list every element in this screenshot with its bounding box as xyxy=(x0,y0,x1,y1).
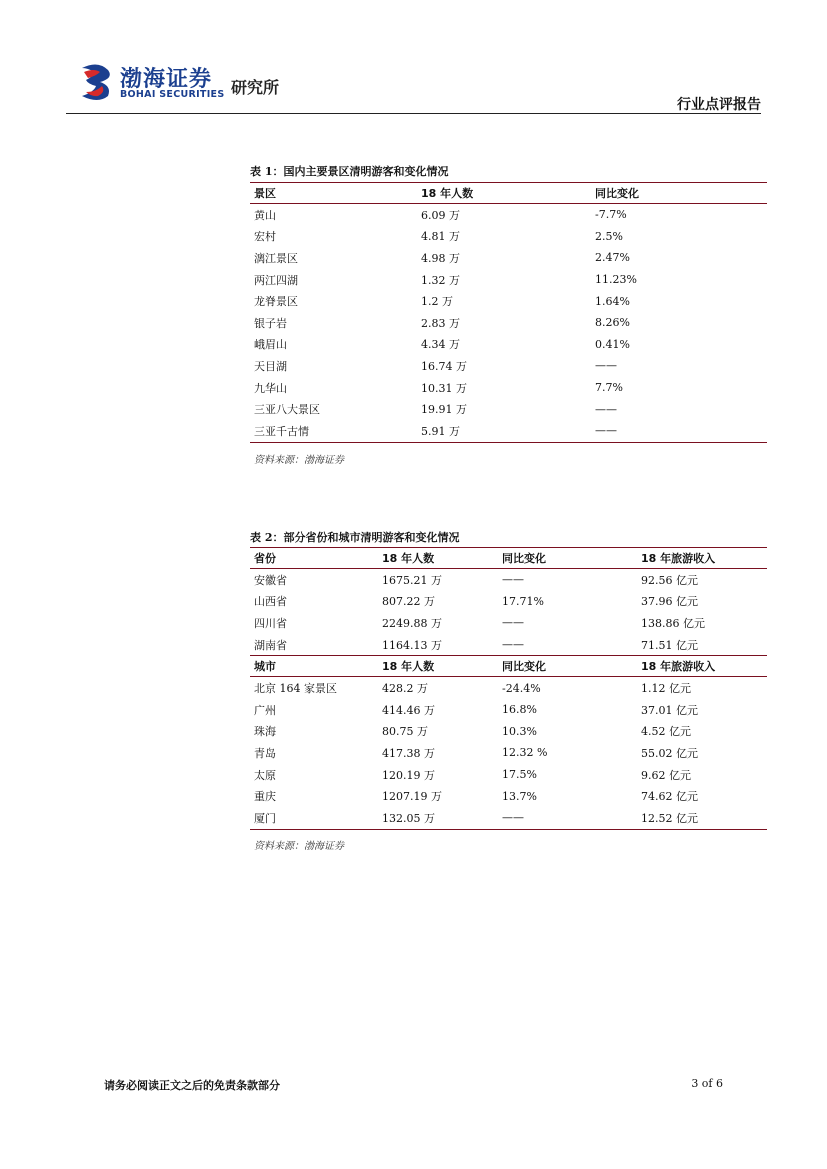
table-cell: 16.8% xyxy=(502,703,537,717)
institute-label: 研究所 xyxy=(231,78,280,97)
table-cell: —— xyxy=(502,573,524,587)
table-cell: 珠海 xyxy=(254,725,276,739)
table1-header-yoy: 同比变化 xyxy=(591,183,767,204)
table-row xyxy=(250,355,767,377)
table-cell: 10.31 万 xyxy=(421,381,467,395)
table-cell: 峨眉山 xyxy=(254,338,287,352)
table-cell: 湖南省 xyxy=(254,638,287,652)
table-cell: 19.91 万 xyxy=(421,403,467,417)
table-row xyxy=(250,226,767,248)
table-cell: 1.2 万 xyxy=(421,295,453,309)
table2-city-header-row xyxy=(250,656,767,677)
table2-title: 表 2：部分省份和城市清明游客和变化情况 xyxy=(250,531,460,544)
table-row xyxy=(250,569,767,591)
table-cell: 1.32 万 xyxy=(421,273,460,287)
table-cell: 120.19 万 xyxy=(382,768,435,782)
table-cell: 16.74 万 xyxy=(421,359,467,373)
table-row xyxy=(250,764,767,786)
table2-header-city-revenue: 18 年旅游收入 xyxy=(637,656,767,677)
table-cell: 17.5% xyxy=(502,768,537,782)
table-cell: 银子岩 xyxy=(254,316,287,330)
table1-title: 表 1：国内主要景区清明游客和变化情况 xyxy=(250,165,449,178)
table-cell: 80.75 万 xyxy=(382,725,428,739)
table-cell: 9.62 亿元 xyxy=(641,768,691,782)
table-cell: 2249.88 万 xyxy=(382,616,442,630)
table-cell: 7.7% xyxy=(595,381,623,395)
table-cell: 三亚千古情 xyxy=(250,420,417,442)
table-cell: 138.86 亿元 xyxy=(641,616,705,630)
table-row xyxy=(250,699,767,721)
table-row xyxy=(250,247,767,269)
table-row xyxy=(250,785,767,807)
table-cell: -24.4% xyxy=(502,681,541,695)
table1-header-scenic: 景区 xyxy=(250,183,417,204)
table2-header-visitors: 18 年人数 xyxy=(378,548,498,569)
table-cell: -7.7% xyxy=(595,208,627,222)
table2 xyxy=(250,547,767,830)
table-cell: 74.62 亿元 xyxy=(641,790,698,804)
table-cell: 北京 164 家景区 xyxy=(254,682,337,696)
table-cell: 漓江景区 xyxy=(254,251,298,265)
table-row xyxy=(250,634,767,656)
table-row xyxy=(250,742,767,764)
table-cell: 0.41% xyxy=(595,337,630,351)
table-row xyxy=(250,612,767,634)
table-row xyxy=(250,269,767,291)
table-cell: 17.71% xyxy=(502,594,544,608)
table-cell: 8.26% xyxy=(595,316,630,330)
table-cell: 4.81 万 xyxy=(421,230,460,244)
table-cell: 12.32 % xyxy=(502,746,548,760)
table-cell: 11.23% xyxy=(595,273,637,287)
brand-name-en: BOHAI SECURITIES xyxy=(120,89,225,100)
table-cell: 37.96 亿元 xyxy=(641,595,698,609)
table-cell: 重庆 xyxy=(254,790,276,804)
table-cell: —— xyxy=(502,638,524,652)
table-cell: 55.02 亿元 xyxy=(641,746,698,760)
table-row xyxy=(250,398,767,420)
table-cell: 132.05 万 xyxy=(378,807,498,829)
table-cell: 807.22 万 xyxy=(382,595,435,609)
table-cell: 71.51 亿元 xyxy=(641,638,698,652)
table-cell: 山西省 xyxy=(254,595,287,609)
table-cell: 5.91 万 xyxy=(417,420,591,442)
table-cell: 黄山 xyxy=(254,208,276,222)
table-row xyxy=(250,312,767,334)
table2-header-city-visitors: 18 年人数 xyxy=(378,656,498,677)
table-cell: 428.2 万 xyxy=(382,682,428,696)
table-row xyxy=(250,677,767,699)
table-cell: 安徽省 xyxy=(254,573,287,587)
table-cell: —— xyxy=(595,359,617,373)
table-cell: 13.7% xyxy=(502,789,537,803)
table-cell: 1.12 亿元 xyxy=(641,682,691,696)
table2-header-province: 省份 xyxy=(250,548,378,569)
table-cell: 10.3% xyxy=(502,724,537,738)
table-cell: 92.56 亿元 xyxy=(641,573,698,587)
report-type: 行业点评报告 xyxy=(677,97,761,113)
table-cell: 4.98 万 xyxy=(421,251,460,265)
table-cell: 龙脊景区 xyxy=(254,295,298,309)
table-row xyxy=(250,591,767,613)
table-cell: 九华山 xyxy=(254,381,287,395)
bohai-logo-icon xyxy=(78,62,118,102)
disclaimer-note: 请务必阅读正文之后的免责条款部分 xyxy=(104,1079,280,1092)
table-cell: 厦门 xyxy=(250,807,378,829)
table-row xyxy=(250,807,767,829)
table2-source: 资料来源：渤海证券 xyxy=(254,841,344,852)
table-row xyxy=(250,290,767,312)
table-cell: 天目湖 xyxy=(254,359,287,373)
table-cell: 青岛 xyxy=(254,746,276,760)
table-cell: 广州 xyxy=(254,703,276,717)
table-cell: 414.46 万 xyxy=(382,703,435,717)
table-cell: 1164.13 万 xyxy=(382,638,442,652)
table-row xyxy=(250,420,767,442)
table2-header-yoy: 同比变化 xyxy=(498,548,637,569)
table-row xyxy=(250,377,767,399)
table-cell: 1207.19 万 xyxy=(382,790,442,804)
table-cell: 宏村 xyxy=(254,230,276,244)
table2-header-city-yoy: 同比变化 xyxy=(498,656,637,677)
table-cell: 6.09 万 xyxy=(421,208,460,222)
table1 xyxy=(250,182,767,443)
table-cell: 12.52 亿元 xyxy=(637,807,767,829)
table-cell: 37.01 亿元 xyxy=(641,703,698,717)
table-row xyxy=(250,334,767,356)
brand-name-cn: 渤海证券 xyxy=(120,67,213,92)
table-cell: —— xyxy=(498,807,637,829)
table-cell: 太原 xyxy=(254,768,276,782)
table2-header-revenue: 18 年旅游收入 xyxy=(637,548,767,569)
table-cell: —— xyxy=(595,402,617,416)
table1-header-visitors: 18 年人数 xyxy=(417,183,591,204)
table-cell: 417.38 万 xyxy=(382,746,435,760)
table-row xyxy=(250,204,767,226)
table-cell: 4.34 万 xyxy=(421,338,460,352)
table-cell: 2.83 万 xyxy=(421,316,460,330)
table-cell: 两江四湖 xyxy=(254,273,298,287)
page-number: 3 of 6 xyxy=(691,1077,723,1090)
table-cell: 2.5% xyxy=(595,229,623,243)
table-cell: —— xyxy=(502,616,524,630)
header-divider xyxy=(66,113,761,114)
table2-header-city: 城市 xyxy=(250,656,378,677)
table-cell: —— xyxy=(591,420,767,442)
table-cell: 2.47% xyxy=(595,251,630,265)
table-cell: 三亚八大景区 xyxy=(254,403,320,417)
table-cell: 4.52 亿元 xyxy=(641,725,691,739)
table-row xyxy=(250,721,767,743)
table-cell: 1675.21 万 xyxy=(382,573,442,587)
table-cell: 1.64% xyxy=(595,294,630,308)
table-cell: 四川省 xyxy=(254,616,287,630)
table1-source: 资料来源：渤海证券 xyxy=(254,455,344,466)
